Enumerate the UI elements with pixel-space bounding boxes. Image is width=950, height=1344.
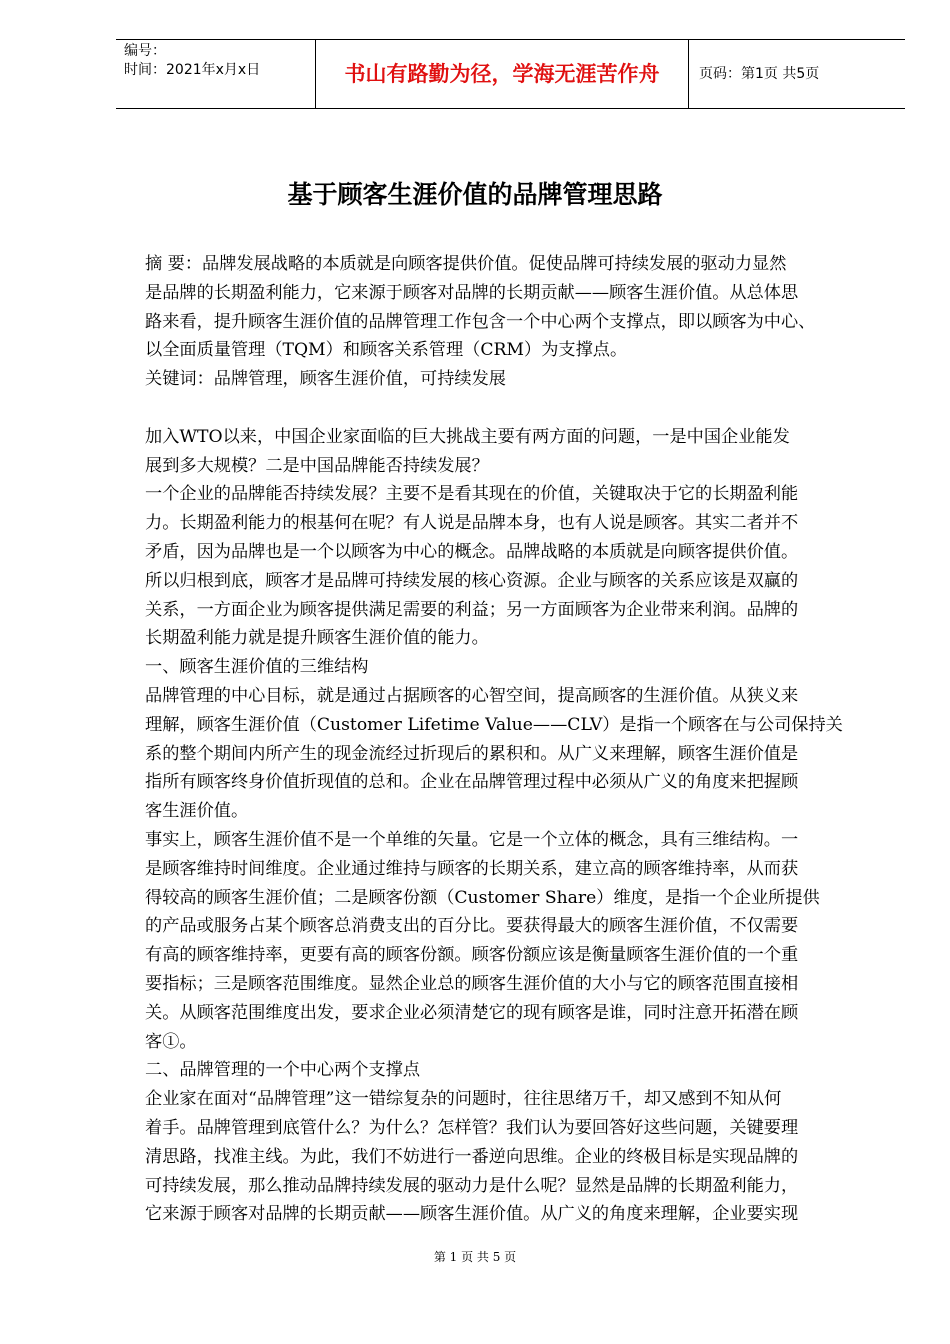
document-title: 基于顾客生涯价值的品牌管理思路 — [287, 180, 663, 209]
number-label: 编号： — [124, 43, 166, 59]
text-line: 一、顾客生涯价值的三维结构 — [145, 657, 369, 678]
text-line: 得较高的顾客生涯价值；二是顾客份额（Customer Share）维度，是指一个企业所提供 — [145, 887, 820, 908]
document-body — [145, 250, 885, 1229]
page-footer: 第 1 页 共 5 页 — [433, 1250, 517, 1264]
text-line: 摘 要：品牌发展战略的本质就是向顾客提供价值。促使品牌可持续发展的驱动力显然 — [145, 254, 787, 274]
time-label: 时间：2021年x月x日 — [124, 62, 261, 78]
text-line: 加入WTO以来，中国企业家面临的巨大挑战主要有两方面的问题，一是中国企业能发 — [145, 426, 790, 447]
text-line: 客生涯价值。 — [145, 801, 249, 822]
text-line: 系的整个期间内所产生的现金流经过折现后的累积和。从广义来理解，顾客生涯价值是 — [145, 743, 799, 764]
text-line: 着手。品牌管理到底管什么？为什么？怎样管？我们认为要回答好这些问题，关键要理 — [145, 1117, 799, 1138]
text-line: 清思路，找准主线。为此，我们不妨进行一番逆向思维。企业的终极目标是实现品牌的 — [145, 1146, 799, 1167]
header-page-info: 页码：第1页 共5页 — [699, 66, 820, 82]
text-line: 有高的顾客维持率，更要有高的顾客份额。顾客份额应该是衡量顾客生涯价值的一个重 — [145, 945, 799, 966]
text-line: 长期盈利能力就是提升顾客生涯价值的能力。 — [145, 628, 489, 649]
text-line: 品牌管理的中心目标，就是通过占据顾客的心智空间，提高顾客的生涯价值。从狭义来 — [145, 685, 799, 706]
text-line: 矛盾，因为品牌也是一个以顾客为中心的概念。品牌战略的本质就是向顾客提供价值。 — [145, 541, 799, 562]
text-line: 企业家在面对“品牌管理”这一错综复杂的问题时，往往思绪万千，却又感到不知从何 — [145, 1089, 782, 1110]
text-line: 的产品或服务占某个顾客总消费支出的百分比。要获得最大的顾客生涯价值，不仅需要 — [145, 916, 799, 937]
text-line: 理解，顾客生涯价值（Customer Lifetime Value——CLV）是指一个顾客在与公司保持关 — [145, 714, 843, 735]
text-line: 关系，一方面企业为顾客提供满足需要的利益；另一方面顾客为企业带来利润。品牌的 — [145, 599, 799, 620]
text-line: 是品牌的长期盈利能力，它来源于顾客对品牌的长期贡献——顾客生涯价值。从总体思 — [145, 282, 799, 303]
text-line: 二、品牌管理的一个中心两个支撑点 — [145, 1060, 421, 1081]
text-line: 展到多大规模？二是中国品牌能否持续发展？ — [145, 455, 489, 476]
text-line: 可持续发展，那么推动品牌持续发展的驱动力是什么呢？显然是品牌的长期盈利能力， — [145, 1175, 799, 1196]
text-line: 所以归根到底，顾客才是品牌可持续发展的核心资源。企业与顾客的关系应该是双赢的 — [145, 570, 799, 591]
text-line: 以全面质量管理（TQM）和顾客关系管理（CRM）为支撑点。 — [145, 340, 628, 361]
header-motto: 书山有路勤为径，学海无涯苦作舟 — [315, 40, 689, 108]
text-line — [145, 394, 885, 423]
text-line: 指所有顾客终身价值折现值的总和。企业在品牌管理过程中必须从广义的角度来把握顾 — [145, 772, 799, 793]
header-meta-cell — [116, 40, 315, 108]
text-line: 它来源于顾客对品牌的长期贡献——顾客生涯价值。从广义的角度来理解，企业要实现 — [145, 1204, 799, 1225]
text-line: 要指标；三是顾客范围维度。显然企业总的顾客生涯价值的大小与它的顾客范围直接相 — [145, 973, 799, 994]
text-line: 事实上，顾客生涯价值不是一个单维的矢量。它是一个立体的概念，具有三维结构。一 — [145, 829, 799, 850]
text-line: 一个企业的品牌能否持续发展？主要不是看其现在的价值，关键取决于它的长期盈利能 — [145, 484, 799, 505]
text-line: 力。长期盈利能力的根基何在呢？有人说是品牌本身，也有人说是顾客。其实二者并不 — [145, 513, 799, 534]
text-line: 路来看，提升顾客生涯价值的品牌管理工作包含一个中心两个支撑点，即以顾客为中心、 — [145, 311, 816, 332]
text-line: 客①。 — [145, 1031, 197, 1052]
page-header — [116, 39, 905, 109]
text-line: 是顾客维持时间维度。企业通过维持与顾客的长期关系，建立高的顾客维持率，从而获 — [145, 858, 799, 879]
text-line: 关键词：品牌管理，顾客生涯价值，可持续发展 — [145, 369, 506, 390]
text-line: 关。从顾客范围维度出发，要求企业必须清楚它的现有顾客是谁，同时注意开拓潜在顾 — [145, 1002, 799, 1023]
